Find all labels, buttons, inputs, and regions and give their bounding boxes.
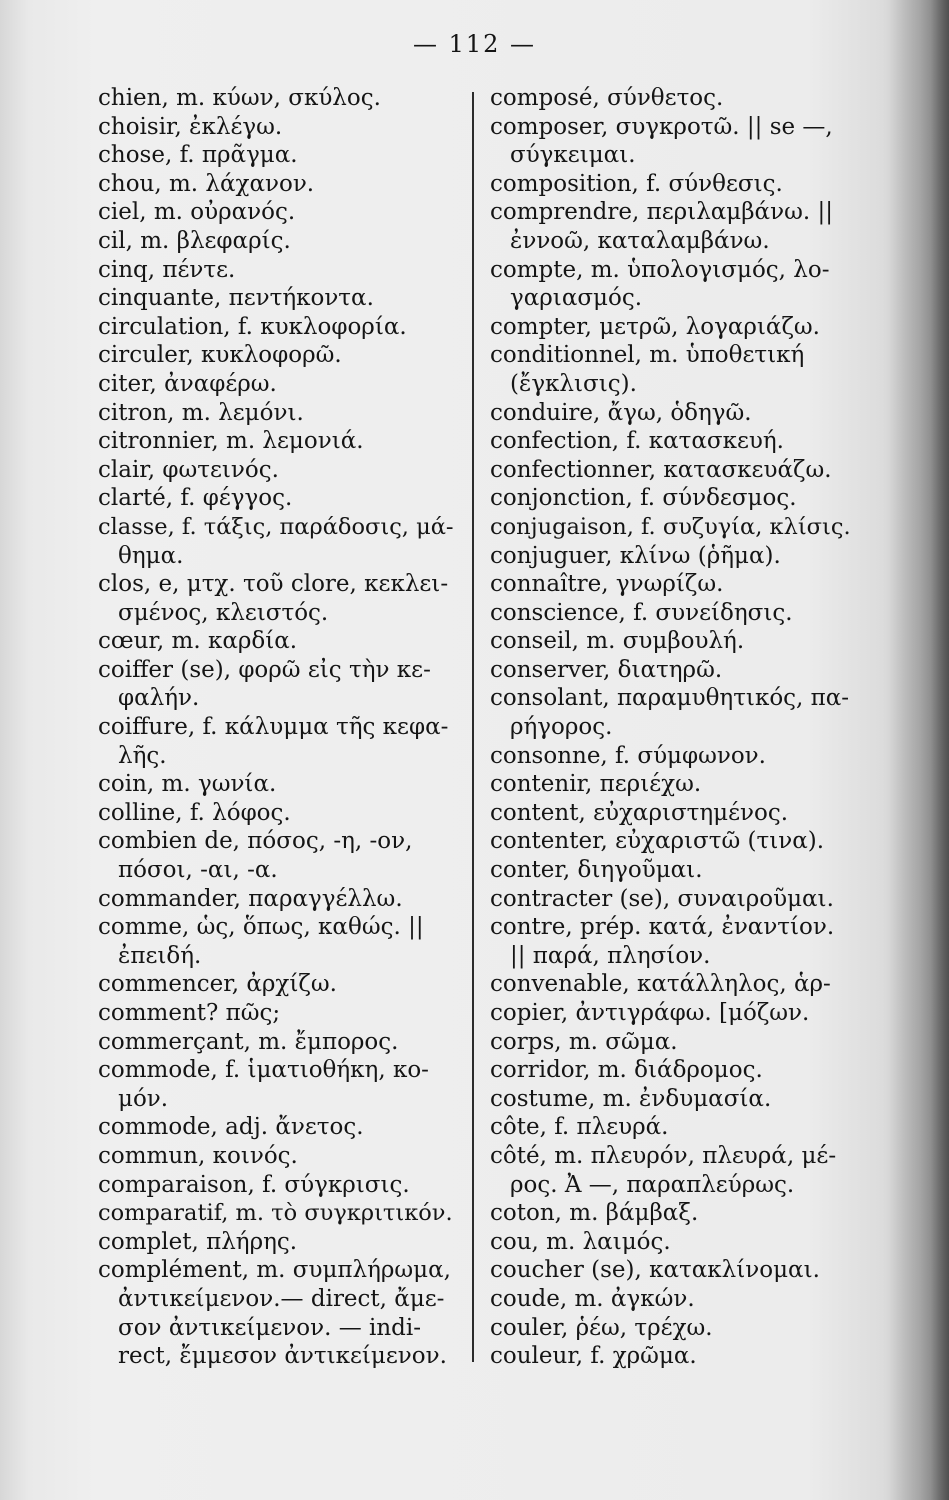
dictionary-line: consolant, παραμυθητικός, πα-	[490, 685, 850, 712]
dictionary-line: σύγκειμαι.	[510, 142, 636, 169]
dictionary-line: compte, m. ὑπολογισμός, λο-	[490, 256, 830, 283]
dictionary-line: λῆς.	[118, 742, 167, 769]
dictionary-line: σμένος, κλειστός.	[118, 599, 329, 626]
dictionary-line: comparaison, f. σύγκρισις.	[98, 1171, 410, 1198]
dictionary-line: conter, διηγοῦμαι.	[490, 857, 703, 884]
dictionary-line: conduire, ἄγω, ὁδηγῶ.	[490, 399, 752, 426]
dictionary-line: circuler, κυκλοφορῶ.	[98, 342, 342, 369]
page-number: — 112 —	[412, 30, 537, 58]
dictionary-line: connaître, γνωρίζω.	[490, 571, 724, 598]
dictionary-line: conjuguer, κλίνω (ῥῆμα).	[490, 542, 781, 569]
dictionary-line: comprendre, περιλαμβάνω. ||	[490, 199, 833, 226]
column-divider	[472, 92, 474, 1362]
dictionary-line: complément, m. συμπλήρωμα,	[98, 1257, 451, 1284]
dictionary-line: chose, f. πρᾶγμα.	[98, 142, 298, 169]
dictionary-line: πόσοι, -αι, -α.	[118, 857, 278, 884]
dictionary-line: commun, κοινός.	[98, 1142, 298, 1169]
left-column	[98, 84, 456, 1371]
dictionary-line: content, εὐχαριστημένος.	[490, 799, 789, 826]
right-column	[490, 84, 856, 1371]
dictionary-line: cinq, πέντε.	[98, 256, 236, 283]
dictionary-line: conjugaison, f. συζυγία, κλίσις.	[490, 513, 851, 540]
dictionary-line: (ἔγκλισις).	[510, 370, 637, 397]
dictionary-line: γαριασμός.	[510, 285, 643, 312]
dictionary-line: conjonction, f. σύνδεσμος.	[490, 485, 797, 512]
page-gutter-shadow	[889, 0, 949, 1500]
dictionary-line: ἀντικείμενον.— direct, ἄμε-	[118, 1285, 445, 1312]
dictionary-line: costume, m. ἐνδυμασία.	[490, 1085, 772, 1112]
dictionary-line: contenter, εὐχαριστῶ (τινα).	[490, 828, 825, 855]
dictionary-line: colline, f. λόφος.	[98, 799, 291, 826]
dictionary-line: || παρά, πλησίον.	[510, 942, 711, 969]
dictionary-line: composition, f. σύνθεσις.	[490, 170, 783, 197]
dictionary-line: cou, m. λαιμός.	[490, 1228, 671, 1255]
dictionary-line: combien de, πόσος, -η, -ον,	[98, 828, 413, 855]
dictionary-line: commode, f. ἱματιοθήκη, κο-	[98, 1057, 429, 1084]
dictionary-line: σον ἀντικείμενον. — indi-	[118, 1314, 422, 1341]
dictionary-line: comment? πῶς;	[98, 1000, 281, 1026]
dictionary-line: commode, adj. ἄνετος.	[98, 1114, 364, 1141]
dictionary-line: coin, m. γωνία.	[98, 771, 277, 798]
dictionary-line: convenable, κατάλληλος, ἁρ-	[490, 971, 831, 998]
dictionary-line: chien, m. κύων, σκύλος.	[98, 85, 381, 111]
dictionary-line: contenir, περιέχω.	[490, 771, 702, 798]
dictionary-line: φαλήν.	[118, 685, 200, 712]
dictionary-line: ciel, m. οὐρανός.	[98, 199, 296, 226]
dictionary-line: citron, m. λεμόνι.	[98, 399, 304, 426]
dictionary-line: confectionner, κατασκευάζω.	[490, 456, 832, 483]
dictionary-line: μόν.	[118, 1085, 169, 1112]
dictionary-line: ρος. Ἀ —, παραπλεύρως.	[510, 1171, 795, 1198]
dictionary-line: citer, ἀναφέρω.	[98, 370, 277, 397]
dictionary-line: consonne, f. σύμφωνον.	[490, 742, 766, 769]
dictionary-line: couler, ῥέω, τρέχω.	[490, 1314, 713, 1341]
dictionary-line: contre, prép. κατά, ἐναντίον.	[490, 914, 835, 941]
dictionary-line: ἐπειδή.	[118, 942, 202, 969]
dictionary-line: classe, f. τάξις, παράδοσις, μά-	[98, 513, 454, 540]
dictionary-line: conseil, m. συμβουλή.	[490, 628, 745, 655]
dictionary-line: composé, σύνθετος.	[490, 85, 724, 111]
dictionary-line: circulation, f. κυκλοφορία.	[98, 313, 407, 340]
dictionary-line: corridor, m. διάδρομος.	[490, 1057, 763, 1084]
dictionary-line: coiffure, f. κάλυμμα τῆς κεφα-	[98, 714, 449, 741]
dictionary-line: θημα.	[118, 542, 184, 569]
dictionary-line: compter, μετρῶ, λογαριάζω.	[490, 313, 820, 340]
dictionary-line: chou, m. λάχανον.	[98, 170, 315, 197]
dictionary-line: couleur, f. χρῶμα.	[490, 1343, 697, 1370]
dictionary-line: citronnier, m. λεμονιά.	[98, 428, 364, 455]
dictionary-line: coude, m. ἀγκών.	[490, 1285, 695, 1312]
dictionary-line: comparatif, m. τὸ συγκριτικόν.	[98, 1200, 453, 1227]
dictionary-line: cœur, m. καρδία.	[98, 628, 298, 655]
dictionary-line: conserver, διατηρῶ.	[490, 656, 723, 683]
dictionary-line: clarté, f. φέγγος.	[98, 485, 293, 512]
dictionary-line: ρήγορος.	[510, 714, 613, 741]
dictionary-line: conscience, f. συνείδησις.	[490, 599, 793, 626]
dictionary-line: cinquante, πεντήκοντα.	[98, 285, 374, 312]
dictionary-line: commencer, ἀρχίζω.	[98, 971, 337, 998]
dictionary-line: cil, m. βλεφαρίς.	[98, 227, 291, 254]
dictionary-line: coton, m. βάμβαξ.	[490, 1200, 699, 1227]
dictionary-line: contracter (se), συναιροῦμαι.	[490, 885, 834, 912]
dictionary-line: corps, m. σῶμα.	[490, 1028, 678, 1055]
dictionary-line: confection, f. κατασκευή.	[490, 428, 784, 455]
dictionary-line: copier, ἀντιγράφω. [μόζων.	[490, 1000, 810, 1026]
dictionary-line: côté, m. πλευρόν, πλευρά, μέ-	[490, 1142, 837, 1169]
dictionary-line: choisir, ἐκλέγω.	[98, 113, 283, 140]
dictionary-line: rect, ἔμμεσον ἀντικείμενον.	[118, 1343, 447, 1370]
dictionary-line: ἐννοῶ, καταλαμβάνω.	[510, 227, 770, 254]
dictionary-line: clos, e, μτχ. τοῦ clore, κεκλει-	[98, 571, 449, 598]
dictionary-line: côte, f. πλευρά.	[490, 1114, 669, 1141]
dictionary-line: commerçant, m. ἔμπορος.	[98, 1028, 399, 1055]
dictionary-line: complet, πλήρης.	[98, 1228, 298, 1255]
dictionary-line: commander, παραγγέλλω.	[98, 885, 403, 912]
dictionary-line: composer, συγκροτῶ. || se —,	[490, 113, 833, 140]
dictionary-line: coucher (se), κατακλίνομαι.	[490, 1257, 820, 1284]
dictionary-line: conditionnel, m. ὑποθετική	[490, 342, 805, 369]
dictionary-line: coiffer (se), φορῶ εἰς τὴν κε-	[98, 656, 431, 683]
dictionary-line: comme, ὡς, ὅπως, καθώς. ||	[98, 914, 424, 941]
dictionary-line: clair, φωτεινός.	[98, 456, 279, 483]
